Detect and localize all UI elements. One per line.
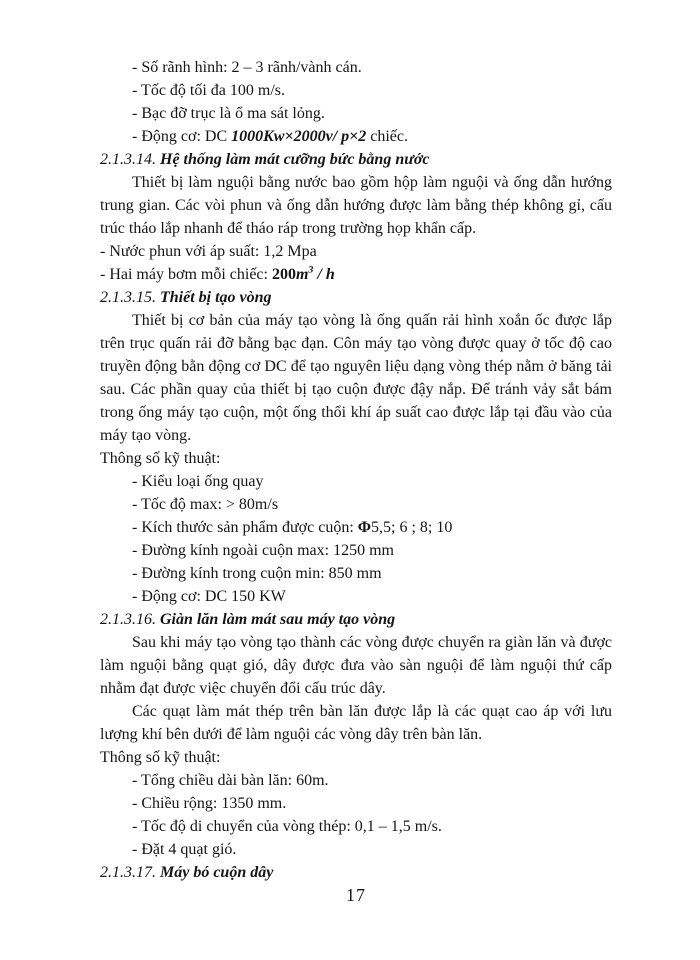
size-prefix: - Kích thước sản phẩm được cuộn: bbox=[132, 519, 358, 536]
pump-unit: m bbox=[295, 266, 309, 283]
spec-item-pump bbox=[100, 263, 612, 286]
section-title: Hệ thống làm mát cưỡng bức bằng nước bbox=[160, 151, 430, 168]
spec-item: - Chiều rộng: 1350 mm. bbox=[132, 795, 287, 812]
section-heading-2-1-3-17 bbox=[100, 861, 612, 884]
motor-suffix: chiếc. bbox=[366, 128, 408, 145]
specs-label: Thông số kỹ thuật: bbox=[100, 749, 221, 766]
spec-item: - Kiểu loại ống quay bbox=[132, 473, 264, 490]
motor-prefix: - Động cơ: DC bbox=[132, 128, 232, 145]
paragraph: Các quạt làm mát thép trên bàn lăn được lắp là các quạt cao áp với lưu lượng khí bên dưới để làm nguội các vòng dây trên bàn lăn. bbox=[100, 703, 612, 743]
spec-item-motor bbox=[100, 125, 612, 148]
spec-item: - Đường kính trong cuộn min: 850 mm bbox=[132, 565, 382, 582]
section-number: 2.1.3.15. bbox=[100, 289, 160, 306]
pump-unit-rest: / h bbox=[313, 266, 335, 283]
spec-item: - Tốc độ di chuyển của vòng thép: 0,1 – 1,5 m/s. bbox=[132, 818, 442, 835]
section-title: Giàn lăn làm mát sau máy tạo vòng bbox=[160, 611, 396, 628]
spec-item: - Đường kính ngoài cuộn max: 1250 mm bbox=[132, 542, 394, 559]
paragraph: Sau khi máy tạo vòng tạo thành các vòng được chuyển ra giàn lăn và được làm nguội bằng quạt gió, dây được đưa vào sàn nguội để làm nguội thứ cấp nhằm đạt được việc chuyển đổi cấu trúc dây. bbox=[100, 634, 612, 697]
spec-item: - Tổng chiều dài bàn lăn: 60m. bbox=[132, 772, 329, 789]
specs-label: Thông số kỹ thuật: bbox=[100, 450, 221, 467]
spec-item: - Bạc đỡ trục là ổ ma sát lỏng. bbox=[132, 105, 325, 122]
spec-item: - Nước phun với áp suất: 1,2 Mpa bbox=[100, 243, 317, 260]
pump-prefix: - Hai máy bơm mỗi chiếc: bbox=[100, 266, 272, 283]
pump-exponent: 3 bbox=[308, 264, 314, 276]
spec-item: - Động cơ: DC 150 KW bbox=[132, 588, 286, 605]
section-number: 2.1.3.16. bbox=[100, 611, 160, 628]
size-values: 5,5; 6 ; 8; 10 bbox=[371, 519, 453, 536]
section-number: 2.1.3.14. bbox=[100, 151, 160, 168]
section-heading-2-1-3-16 bbox=[100, 608, 612, 631]
spec-item: - Tốc độ max: > 80m/s bbox=[132, 496, 279, 513]
spec-item-size bbox=[100, 516, 612, 539]
section-heading-2-1-3-15 bbox=[100, 286, 612, 309]
section-title: Thiết bị tạo vòng bbox=[160, 289, 272, 306]
section-number: 2.1.3.17. bbox=[100, 864, 160, 881]
spec-item: - Số rãnh hình: 2 – 3 rãnh/vành cán. bbox=[132, 59, 362, 76]
paragraph: Thiết bị làm nguội bằng nước bao gồm hộp làm nguội và ống dẫn hướng trung gian. Các vòi phun và ống dẫn hướng được làm bằng thép không gỉ, cấu trúc tháo lắp nhanh để tháo ráp trong trường họp khẩn cấp. bbox=[100, 174, 612, 237]
page-number: 17 bbox=[346, 885, 366, 905]
spec-item: - Tốc độ tối đa 100 m/s. bbox=[132, 82, 286, 99]
phi-symbol: Φ bbox=[357, 519, 372, 536]
section-title: Máy bó cuộn dây bbox=[160, 864, 274, 881]
paragraph: Thiết bị cơ bản của máy tạo vòng là ống quấn rải hình xoắn ốc được lắp trên trục quấn rải đỡ bằng bạc đạn. Côn máy tạo vòng được quay ở tốc độ cao truyền động bằn động cơ DC để tạo nguyên liệu dạng vòng thép nằm ở băng tải sau. Các phần quay của thiết bị tạo cuộn được đậy nắp. Để tránh vảy sắt bám trong ống máy tạo cuộn, một ống thổi khí áp suất cao được lắp tại đầu vào của máy tạo vòng. bbox=[100, 312, 612, 444]
pump-value: 200 bbox=[271, 266, 296, 283]
motor-formula: 1000Kw×2000v/ p×2 bbox=[231, 128, 367, 145]
spec-item: - Đặt 4 quạt gió. bbox=[132, 841, 237, 858]
section-heading-2-1-3-14 bbox=[100, 148, 612, 171]
